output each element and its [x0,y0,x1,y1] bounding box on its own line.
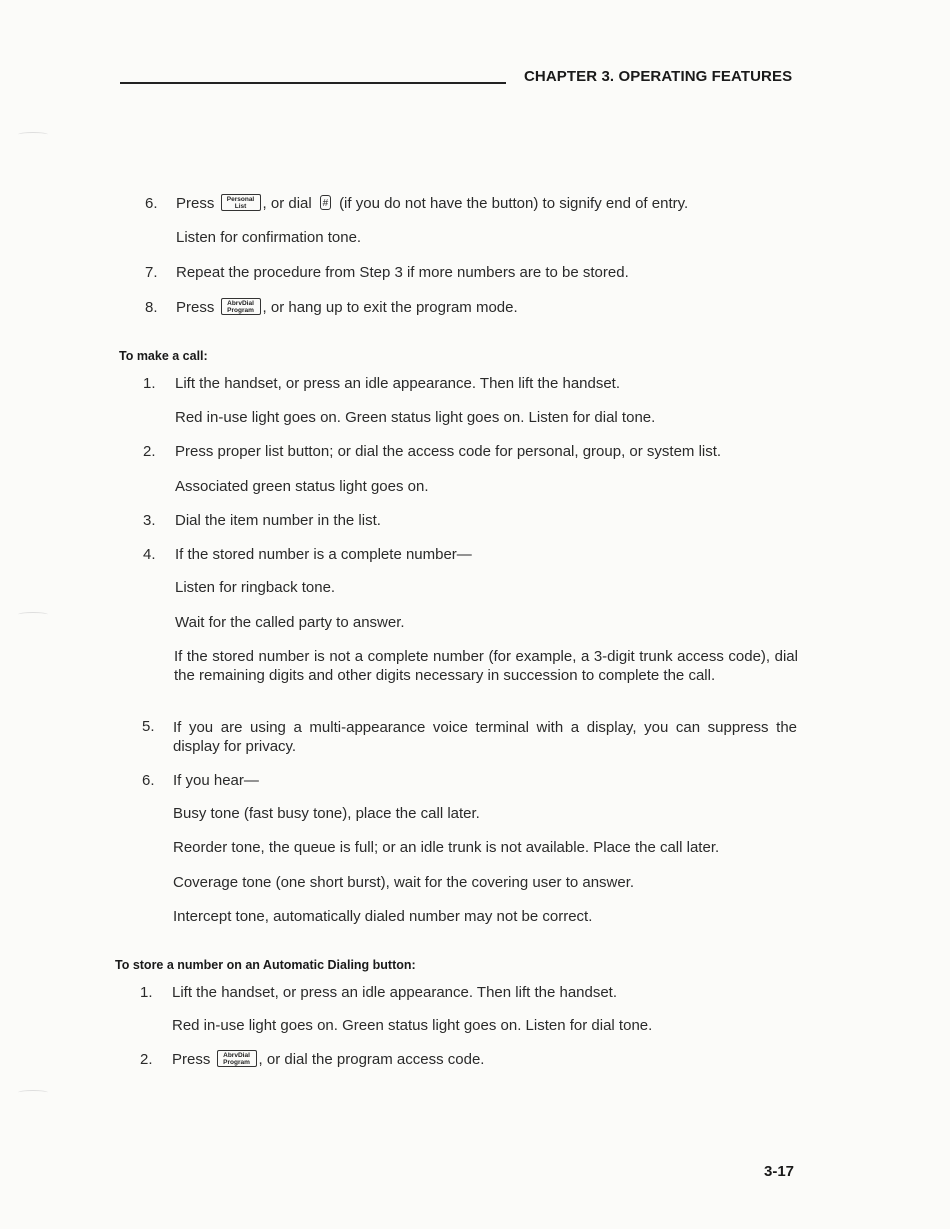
step-number: 3. [143,512,156,529]
step-text [176,195,688,213]
step-number: 2. [143,443,156,460]
step-note: Listen for ringback tone. [175,579,336,596]
step-note-paragraph: If the stored number is not a complete number (for example, a 3-digit trunk access code), dial the remaining digits and other digits necessary in succession to complete the call. [174,648,798,684]
page-number: 3-17 [764,1163,795,1180]
step-text-part: Press [176,299,215,316]
step-note: Associated green status light goes on. [175,478,429,495]
key-label-bottom: Program [223,1058,250,1066]
step-note: Red in-use light goes on. Green status light goes on. Listen for dial tone. [175,409,656,426]
step-text: If the stored number is a complete number— [175,546,472,563]
step-number: 6. [145,195,158,212]
section-heading: To store a number on an Automatic Dialing button: [115,958,416,972]
key-label-top: AbrvDial [223,1051,250,1059]
scan-mark [18,132,48,137]
abrv-dial-program-key-icon [221,298,261,315]
step-note: Intercept tone, automatically dialed number may not be correct. [173,908,593,925]
key-label-bottom: Program [227,306,254,314]
step-note: Reorder tone, the queue is full; or an idle trunk is not available. Place the call later. [173,839,720,856]
hash-key-icon: # [320,195,331,210]
step-text-paragraph: If you are using a multi-appearance voice terminal with a display, you can suppress the display for privacy. [173,719,797,755]
step-note: Wait for the called party to answer. [175,614,405,631]
section-heading: To make a call: [119,349,208,363]
step-note: Listen for confirmation tone. [176,229,362,246]
personal-list-key-icon [221,194,261,211]
step-number: 1. [143,375,156,392]
step-text [172,1051,484,1069]
abrv-dial-program-key-icon [217,1050,257,1067]
step-note: Coverage tone (one short burst), wait for the covering user to answer. [173,874,635,891]
step-text-part: , or dial [262,195,312,212]
step-text-part: , or dial the program access code. [258,1051,485,1068]
step-text [176,299,518,317]
key-label-bottom: List [234,202,247,210]
step-number: 1. [140,984,153,1001]
step-text-part: Press [176,195,215,212]
step-note: Red in-use light goes on. Green status light goes on. Listen for dial tone. [172,1017,653,1034]
step-text: Lift the handset, or press an idle appearance. Then lift the handset. [172,984,618,1001]
step-number: 5. [142,718,155,735]
step-number: 2. [140,1051,153,1068]
step-text: Dial the item number in the list. [175,512,381,529]
step-text: If you hear— [173,772,259,789]
key-label-top: AbrvDial [227,299,254,307]
step-number: 8. [145,299,158,316]
step-number: 4. [143,546,156,563]
header-rule [120,82,506,84]
step-number: 6. [142,772,155,789]
step-text-part: , or hang up to exit the program mode. [262,299,518,316]
key-label-top: Personal [226,195,255,203]
step-text-part: (if you do not have the button) to signify end of entry. [339,195,689,212]
step-text: Lift the handset, or press an idle appearance. Then lift the handset. [175,375,621,392]
scan-mark [18,612,48,617]
step-note: Busy tone (fast busy tone), place the call later. [173,805,480,822]
step-text: Press proper list button; or dial the access code for personal, group, or system list. [175,443,722,460]
chapter-title: CHAPTER 3. OPERATING FEATURES [524,68,793,85]
scan-mark [18,1090,48,1095]
step-text-part: Press [172,1051,211,1068]
step-text: Repeat the procedure from Step 3 if more numbers are to be stored. [176,264,629,281]
step-number: 7. [145,264,158,281]
